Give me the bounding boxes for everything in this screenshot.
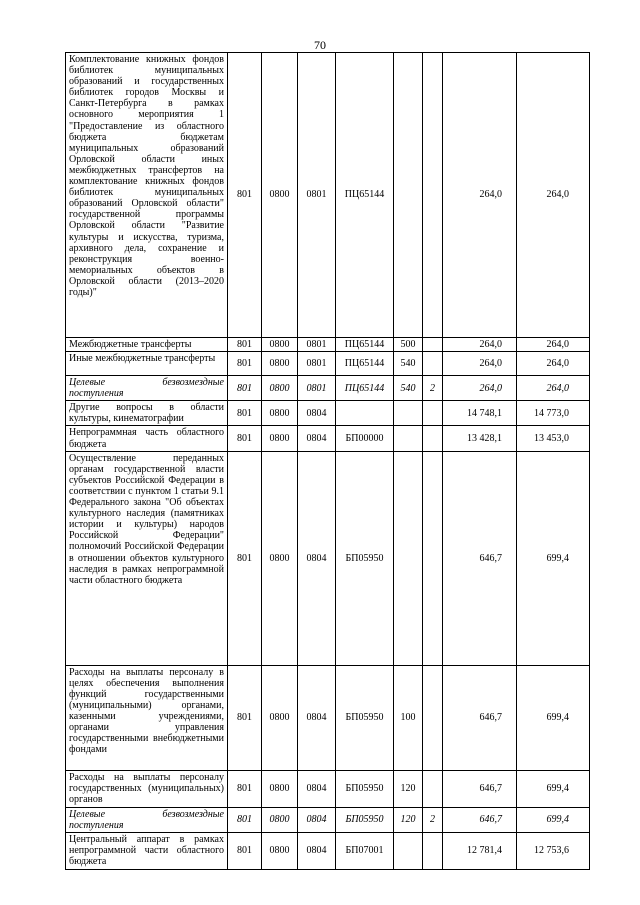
target-article-cell: БП05950	[336, 451, 394, 665]
amount-2020-cell: 699,4	[517, 665, 590, 770]
table-row	[66, 832, 590, 869]
expense-type-cell	[394, 426, 423, 451]
source-cell	[423, 53, 443, 338]
source-cell	[423, 352, 443, 376]
table-row	[66, 451, 590, 665]
expense-type-cell	[394, 401, 423, 426]
subsection-cell: 0804	[298, 832, 336, 869]
description-cell: Иные межбюджетные трансферты	[66, 352, 228, 376]
section-cell: 0800	[262, 832, 298, 869]
target-article-cell: БП05950	[336, 665, 394, 770]
source-cell	[423, 770, 443, 807]
expense-type-cell: 500	[394, 338, 423, 352]
description-cell: Расходы на выплаты персоналу в целях обеспечения выполнения функций государственными (муниципальными) органами, казенными учреждениями, органами управления государственными внебюджетными фондами	[66, 665, 228, 770]
expense-type-cell	[394, 53, 423, 338]
subsection-cell: 0804	[298, 665, 336, 770]
amount-2019-cell: 13 428,1	[443, 426, 517, 451]
target-article-cell: ПЦ65144	[336, 53, 394, 338]
amount-2019-cell: 646,7	[443, 807, 517, 832]
section-cell: 0800	[262, 451, 298, 665]
source-cell: 2	[423, 376, 443, 401]
table-row	[66, 338, 590, 352]
ved-cell: 801	[228, 451, 262, 665]
amount-2019-cell: 646,7	[443, 451, 517, 665]
amount-2020-cell: 699,4	[517, 807, 590, 832]
ved-cell: 801	[228, 376, 262, 401]
amount-2019-cell: 12 781,4	[443, 832, 517, 869]
table-row	[66, 665, 590, 770]
subsection-cell: 0804	[298, 426, 336, 451]
target-article-cell: ПЦ65144	[336, 376, 394, 401]
subsection-cell: 0804	[298, 451, 336, 665]
section-cell: 0800	[262, 352, 298, 376]
target-article-cell: БП07001	[336, 832, 394, 869]
table-row	[66, 770, 590, 807]
amount-2020-cell: 12 753,6	[517, 832, 590, 869]
target-article-cell: ПЦ65144	[336, 338, 394, 352]
table-row	[66, 401, 590, 426]
amount-2020-cell: 699,4	[517, 451, 590, 665]
expense-type-cell: 100	[394, 665, 423, 770]
expense-type-cell: 120	[394, 807, 423, 832]
ved-cell: 801	[228, 426, 262, 451]
description-cell: Целевые безвозмездные поступления	[66, 376, 228, 401]
target-article-cell: БП05950	[336, 770, 394, 807]
ved-cell: 801	[228, 807, 262, 832]
expense-type-cell: 540	[394, 376, 423, 401]
amount-2019-cell: 646,7	[443, 770, 517, 807]
subsection-cell: 0804	[298, 770, 336, 807]
ved-cell: 801	[228, 53, 262, 338]
amount-2020-cell: 14 773,0	[517, 401, 590, 426]
subsection-cell: 0801	[298, 352, 336, 376]
amount-2020-cell: 264,0	[517, 352, 590, 376]
source-cell	[423, 426, 443, 451]
source-cell	[423, 665, 443, 770]
description-cell: Межбюджетные трансферты	[66, 338, 228, 352]
description-cell: Осуществление переданных органам государственной власти субъектов Российской Федерации в соответствии с пунктом 1 статьи 9.1 Федерального закона "Об объектах культурного наследия (памятниках истории и культуры) народов Российской Федерации" полномочий Российской Федерации в отношении объектов культурного наследия в рамках непрограммной части областного бюджета	[66, 451, 228, 665]
table-row	[66, 376, 590, 401]
description-cell: Комплектование книжных фондов библиотек муниципальных образований и государственных библиотек городов Москвы и Санкт-Петербурга в рамках основного мероприятия 1 "Предоставление из областного бюджета бюджетам муниципальных образований Орловской области иных межбюджетных трансфертов на комплектование книжных фондов библиотек муниципальных образований Орловской области" государственной программы Орловской области "Развитие культуры и искусства, туризма, архивного дела, сохранение и реконструкция военно-мемориальных объектов в Орловской области (2013–2020 годы)"	[66, 53, 228, 338]
target-article-cell	[336, 401, 394, 426]
description-cell: Расходы на выплаты персоналу государственных (муниципальных) органов	[66, 770, 228, 807]
subsection-cell: 0801	[298, 53, 336, 338]
table-row	[66, 807, 590, 832]
expense-type-cell: 540	[394, 352, 423, 376]
budget-table-body	[66, 53, 590, 870]
ved-cell: 801	[228, 832, 262, 869]
source-cell	[423, 338, 443, 352]
amount-2019-cell: 646,7	[443, 665, 517, 770]
source-cell	[423, 401, 443, 426]
section-cell: 0800	[262, 338, 298, 352]
amount-2019-cell: 264,0	[443, 352, 517, 376]
section-cell: 0800	[262, 53, 298, 338]
expense-type-cell	[394, 832, 423, 869]
section-cell: 0800	[262, 401, 298, 426]
source-cell	[423, 451, 443, 665]
amount-2019-cell: 264,0	[443, 376, 517, 401]
table-row	[66, 352, 590, 376]
section-cell: 0800	[262, 807, 298, 832]
amount-2020-cell: 699,4	[517, 770, 590, 807]
ved-cell: 801	[228, 352, 262, 376]
ved-cell: 801	[228, 338, 262, 352]
amount-2020-cell: 264,0	[517, 53, 590, 338]
table-row	[66, 426, 590, 451]
subsection-cell: 0801	[298, 338, 336, 352]
target-article-cell: БП05950	[336, 807, 394, 832]
target-article-cell: ПЦ65144	[336, 352, 394, 376]
description-cell: Непрограммная часть областного бюджета	[66, 426, 228, 451]
section-cell: 0800	[262, 376, 298, 401]
section-cell: 0800	[262, 770, 298, 807]
amount-2020-cell: 264,0	[517, 338, 590, 352]
description-cell: Целевые безвозмездные поступления	[66, 807, 228, 832]
page-number: 70	[314, 38, 326, 52]
amount-2019-cell: 264,0	[443, 338, 517, 352]
section-cell: 0800	[262, 665, 298, 770]
ved-cell: 801	[228, 770, 262, 807]
amount-2019-cell: 14 748,1	[443, 401, 517, 426]
subsection-cell: 0804	[298, 401, 336, 426]
amount-2020-cell: 13 453,0	[517, 426, 590, 451]
subsection-cell: 0804	[298, 807, 336, 832]
expense-type-cell	[394, 451, 423, 665]
table-row	[66, 53, 590, 338]
description-cell: Центральный аппарат в рамках непрограммной части областного бюджета	[66, 832, 228, 869]
ved-cell: 801	[228, 665, 262, 770]
description-cell: Другие вопросы в области культуры, кинематографии	[66, 401, 228, 426]
target-article-cell: БП00000	[336, 426, 394, 451]
source-cell: 2	[423, 807, 443, 832]
section-cell: 0800	[262, 426, 298, 451]
amount-2020-cell: 264,0	[517, 376, 590, 401]
budget-table	[65, 52, 590, 870]
subsection-cell: 0801	[298, 376, 336, 401]
ved-cell: 801	[228, 401, 262, 426]
amount-2019-cell: 264,0	[443, 53, 517, 338]
source-cell	[423, 832, 443, 869]
expense-type-cell: 120	[394, 770, 423, 807]
